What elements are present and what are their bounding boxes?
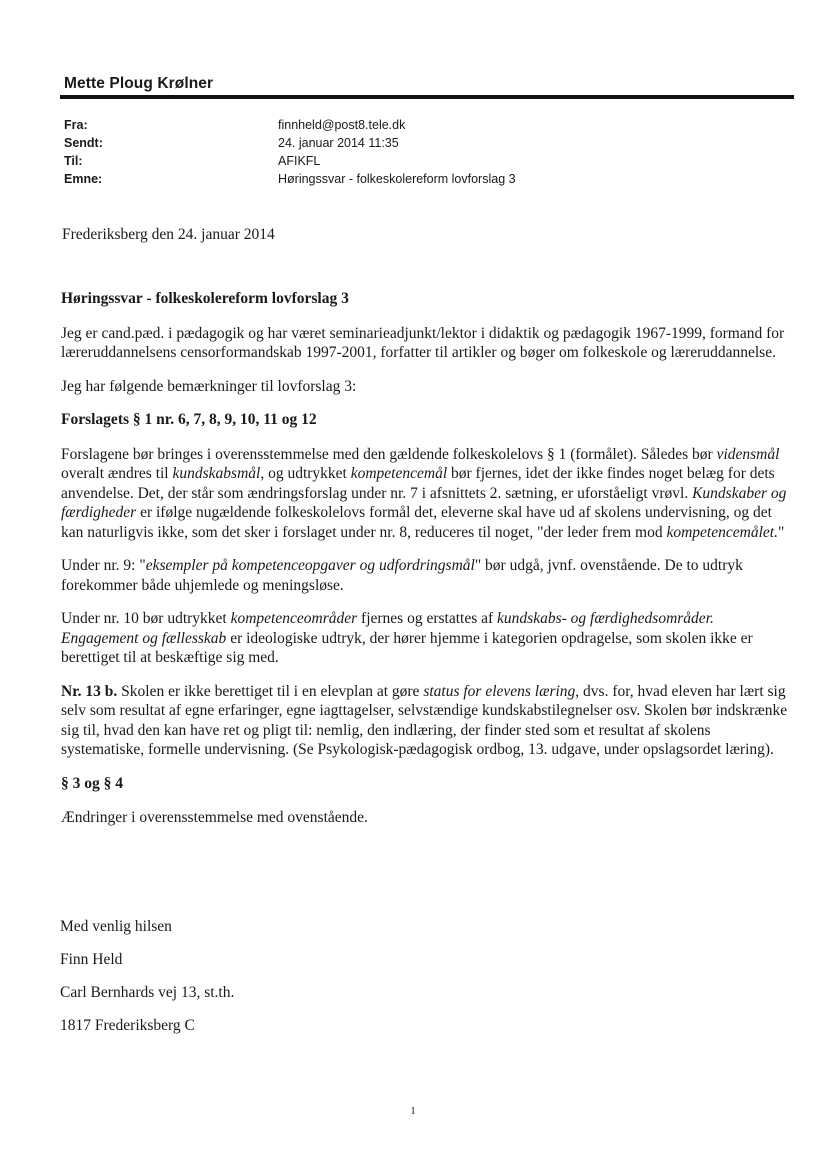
paragraph-4 xyxy=(61,682,791,760)
paragraph-3-emphasis: kundskabs- og færdighedsområder. Engagement og fællesskab xyxy=(61,610,714,647)
to-value: AFIKFL xyxy=(278,154,321,168)
page-number: 1 xyxy=(410,1105,416,1117)
subject-label: Emne: xyxy=(64,172,103,186)
paragraph-1-text: " xyxy=(777,523,785,541)
paragraph-1-emphasis: kundskabsmål xyxy=(172,465,261,482)
paragraph-4-label: Nr. 13 b. xyxy=(61,682,118,700)
subject-row xyxy=(64,170,784,188)
paragraph-2-text: Under nr. 9: " xyxy=(61,557,146,574)
paragraph-3-text: Under nr. 10 bør udtrykket xyxy=(61,610,231,627)
closing-block xyxy=(60,917,234,1049)
subject-value: Høringssvar - folkeskolereform lovforslag 3 xyxy=(278,172,516,186)
section-heading-1: Forslagets § 1 nr. 6, 7, 8, 9, 10, 11 og 12 xyxy=(61,411,317,428)
paragraph-1-text: overalt ændres til xyxy=(61,465,173,482)
paragraph-1-text: , og udtrykket xyxy=(260,465,351,482)
place-date: Frederiksberg den 24. januar 2014 xyxy=(62,226,275,243)
signature-name: Finn Held xyxy=(60,951,123,968)
paragraph-3-text: fjernes og erstattes af xyxy=(357,610,498,627)
remarks-intro: Jeg har følgende bemærkninger til lovforslag 3: xyxy=(61,377,357,395)
from-row xyxy=(64,116,784,134)
paragraph-1-emphasis: Kundskaber og færdigheder xyxy=(61,484,787,521)
paragraph-3-emphasis: kompetenceområder xyxy=(230,610,358,627)
paragraph-1-text: bør fjernes, idet der ikke findes noget belæg for dets anvendelse. Det, der står som ændringsforslag under nr. 7 i afsnittets 2. sætning, er uforståeligt vrøvl. xyxy=(61,465,775,502)
paragraph-2 xyxy=(61,556,791,595)
paragraph-1-emphasis: kompetencemålet. xyxy=(666,523,778,541)
to-row xyxy=(64,152,784,170)
paragraph-1-emphasis: kompetencemål xyxy=(350,465,448,482)
paragraph-1-text: er ifølge nugældende folkeskolelovs formål det, eleverne skal have ud af skolens undervisning, og det kan naturligvis ikke, som det sker i forslaget under nr. 8, reduceres til noget, "der leder frem mod xyxy=(61,504,772,541)
section-heading-2: § 3 og § 4 xyxy=(61,774,123,792)
paragraph-1-text: Forslagene bør bringes i overensstemmelse med den gældende folkeskolelovs § 1 (formålet). Således bør xyxy=(61,445,717,463)
email-header-block xyxy=(64,116,784,188)
intro-paragraph: Jeg er cand.pæd. i pædagogik og har været seminarieadjunkt/lektor i didaktik og pædagogik 1967-1999, formand for læreruddannelsens censorformandskab 1997-2001, forfatter til artikler og bøger om folkeskole og læreruddannelse. xyxy=(61,324,785,361)
paragraph-1 xyxy=(61,445,791,543)
sent-label: Sendt: xyxy=(64,136,103,150)
paragraph-4-text: Skolen er ikke berettiget til i en elevplan at gøre xyxy=(117,682,424,700)
sender-name: Mette Ploug Krølner xyxy=(64,75,214,92)
paragraph-4-emphasis: status for elevens læring xyxy=(423,682,576,700)
to-label: Til: xyxy=(64,154,83,168)
paragraph-4-text: , dvs. for, hvad eleven har lært sig selv som resultat af egne erfaringer, egne iagttagelser, selvstændige kundskabstilegnelser osv. Skolen bør indskrænke sig til, hvad den kan have ret og pligt til: nemlig, den indlæring, der finder sted som et resultat af skolens systematiske, formelle undervisning. (Se Psykologisk-pædagogisk ordbog, 13. udgave, under opslagsordet læring). xyxy=(61,682,788,758)
closing-greeting: Med venlig hilsen xyxy=(60,918,172,935)
paragraph-1-emphasis: vidensmål xyxy=(716,445,780,463)
paragraph-3 xyxy=(61,609,791,668)
letter-title: Høringssvar - folkeskolereform lovforslag 3 xyxy=(61,290,349,307)
paragraph-5: Ændringer i overensstemmelse med ovenstående. xyxy=(61,809,368,826)
paragraph-2-emphasis: eksempler på kompetenceopgaver og udfordringsmål xyxy=(145,557,475,574)
address-street: Carl Bernhards vej 13, st.th. xyxy=(60,984,235,1001)
address-city: 1817 Frederiksberg C xyxy=(60,1017,195,1034)
from-value: finnheld@post8.tele.dk xyxy=(278,118,406,132)
sent-row xyxy=(64,134,784,152)
paragraph-3-text: er ideologiske udtryk, der hører hjemme i kategorien opdragelse, som skolen ikke er berettiget til at beskæftige sig med. xyxy=(61,629,753,666)
from-label: Fra: xyxy=(64,118,88,132)
header-rule xyxy=(60,95,794,99)
sent-value: 24. januar 2014 11:35 xyxy=(278,136,399,150)
letter-body xyxy=(61,289,791,842)
paragraph-2-text: " bør udgå, jvnf. ovenstående. De to udtryk forekommer både uhjemlede og meningsløse. xyxy=(61,557,743,594)
